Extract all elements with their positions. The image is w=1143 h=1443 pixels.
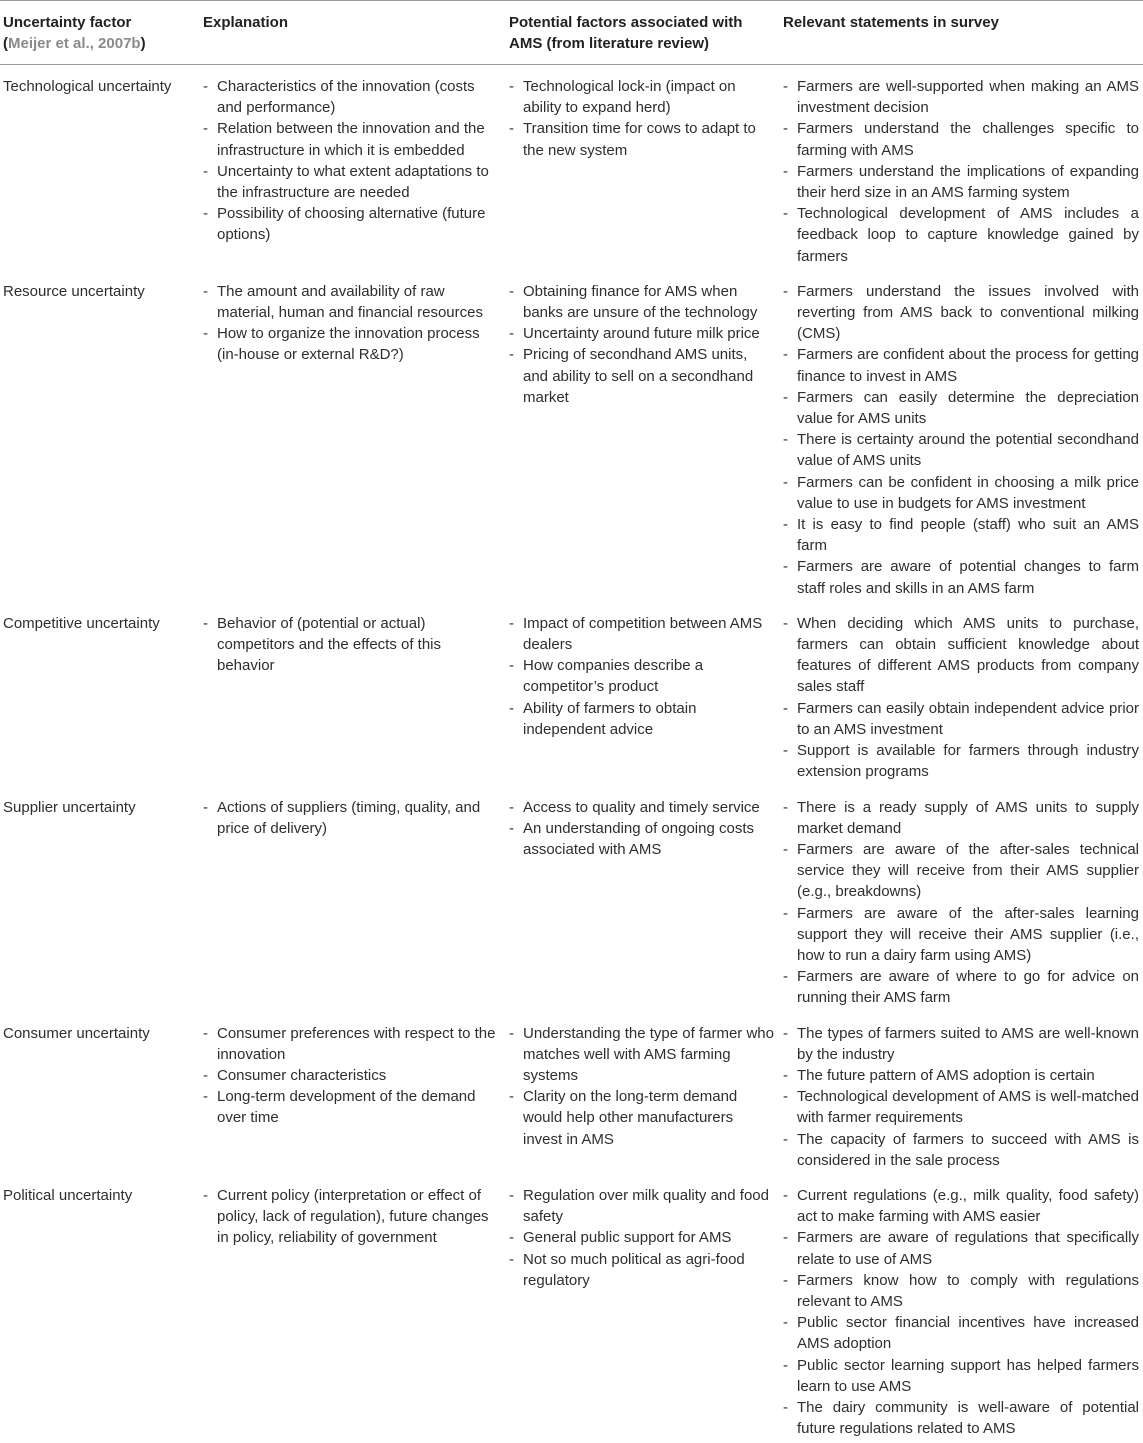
survey-statement-item: - Farmers are aware of where to go for advice on running their AMS farm: [783, 966, 1139, 1008]
survey-statement-item: - Farmers are aware of the after-sales technical service they will receive from their AMS supplier (e.g., breakdowns): [783, 839, 1139, 903]
header-potential-factors: Potential factors associated with AMS (from literature review): [506, 1, 780, 65]
explanation-cell: [200, 270, 506, 602]
table-row: [0, 65, 1143, 270]
potential-factors-cell: [506, 1012, 780, 1174]
bullet-list: [509, 1023, 776, 1150]
potential-factor-item: - Technological lock-in (impact on ability to expand herd): [509, 76, 776, 118]
survey-statements-cell: [780, 1012, 1143, 1174]
bullet-list: [783, 613, 1139, 783]
potential-factor-item: - Uncertainty around future milk price: [509, 323, 776, 344]
bullet-list: [783, 76, 1139, 267]
table-row: [0, 1174, 1143, 1443]
survey-statements-cell: [780, 602, 1143, 786]
potential-factors-cell: [506, 270, 780, 602]
table-row: [0, 602, 1143, 786]
survey-statements-cell: [780, 1174, 1143, 1443]
explanation-item: - Uncertainty to what extent adaptations to the infrastructure are needed: [203, 161, 502, 203]
explanation-item: - Relation between the innovation and the infrastructure in which it is embedded: [203, 118, 502, 160]
potential-factor-item: - Pricing of secondhand AMS units, and ability to sell on a secondhand market: [509, 344, 776, 408]
potential-factors-cell: [506, 602, 780, 786]
survey-statement-item: - Farmers are aware of the after-sales learning support they will receive their AMS supplier (i.e., how to run a dairy farm using AMS): [783, 903, 1139, 967]
bullet-list: [783, 797, 1139, 1009]
bullet-list: [509, 1185, 776, 1291]
potential-factor-item: - Clarity on the long-term demand would help other manufacturers invest in AMS: [509, 1086, 776, 1150]
survey-statement-item: - Farmers are aware of regulations that specifically relate to use of AMS: [783, 1227, 1139, 1269]
explanation-item: - Characteristics of the innovation (costs and performance): [203, 76, 502, 118]
header-relevant-statements: Relevant statements in survey: [780, 1, 1143, 65]
explanation-cell: [200, 786, 506, 1012]
uncertainty-factor-cell: Technological uncertainty: [0, 65, 200, 270]
explanation-item: - Behavior of (potential or actual) competitors and the effects of this behavior: [203, 613, 502, 677]
potential-factor-item: - Understanding the type of farmer who matches well with AMS farming systems: [509, 1023, 776, 1087]
bullet-list: [509, 613, 776, 740]
survey-statement-item: - Farmers can be confident in choosing a milk price value to use in budgets for AMS investment: [783, 472, 1139, 514]
explanation-item: - Consumer characteristics: [203, 1065, 502, 1086]
bullet-list: [203, 1023, 502, 1129]
table-body: [0, 65, 1143, 1443]
survey-statements-cell: [780, 786, 1143, 1012]
potential-factor-item: - An understanding of ongoing costs associated with AMS: [509, 818, 776, 860]
bullet-list: [509, 797, 776, 861]
explanation-item: - The amount and availability of raw material, human and financial resources: [203, 281, 502, 323]
uncertainty-factor-cell: Competitive uncertainty: [0, 602, 200, 786]
potential-factor-item: - Transition time for cows to adapt to the new system: [509, 118, 776, 160]
citation-link[interactable]: Meijer et al., 2007b: [8, 35, 141, 52]
survey-statement-item: - Current regulations (e.g., milk quality, food safety) act to make farming with AMS easier: [783, 1185, 1139, 1227]
bullet-list: [783, 1185, 1139, 1439]
survey-statement-item: - The capacity of farmers to succeed with AMS is considered in the sale process: [783, 1129, 1139, 1171]
table-row: [0, 1012, 1143, 1174]
uncertainty-factor-cell: Political uncertainty: [0, 1174, 200, 1443]
potential-factor-item: - Obtaining finance for AMS when banks are unsure of the technology: [509, 281, 776, 323]
bullet-list: [509, 76, 776, 161]
survey-statement-item: - There is a ready supply of AMS units to supply market demand: [783, 797, 1139, 839]
header-uncertainty-factor: [0, 1, 200, 65]
survey-statement-item: - There is certainty around the potential secondhand value of AMS units: [783, 429, 1139, 471]
potential-factor-item: - General public support for AMS: [509, 1227, 776, 1248]
potential-factors-cell: [506, 65, 780, 270]
survey-statement-item: - Farmers can easily obtain independent advice prior to an AMS investment: [783, 698, 1139, 740]
survey-statement-item: - Farmers are aware of potential changes to farm staff roles and skills in an AMS farm: [783, 556, 1139, 598]
explanation-cell: [200, 1174, 506, 1443]
potential-factor-item: - Not so much political as agri-food regulatory: [509, 1249, 776, 1291]
potential-factor-item: - How companies describe a competitor’s product: [509, 655, 776, 697]
survey-statement-item: - Farmers understand the implications of expanding their herd size in an AMS farming system: [783, 161, 1139, 203]
header-col1-label: Uncertainty factor: [3, 14, 131, 31]
potential-factors-cell: [506, 786, 780, 1012]
survey-statements-cell: [780, 65, 1143, 270]
header-row: [0, 1, 1143, 65]
explanation-item: - Actions of suppliers (timing, quality, and price of delivery): [203, 797, 502, 839]
survey-statement-item: - Support is available for farmers through industry extension programs: [783, 740, 1139, 782]
survey-statement-item: - Technological development of AMS includes a feedback loop to capture knowledge gained by farmers: [783, 203, 1139, 267]
potential-factor-item: - Access to quality and timely service: [509, 797, 776, 818]
survey-statement-item: - Public sector financial incentives have increased AMS adoption: [783, 1312, 1139, 1354]
explanation-item: - Long-term development of the demand over time: [203, 1086, 502, 1128]
survey-statement-item: - Public sector learning support has helped farmers learn to use AMS: [783, 1355, 1139, 1397]
survey-statement-item: - Farmers understand the issues involved with reverting from AMS back to conventional milking (CMS): [783, 281, 1139, 345]
header-explanation: Explanation: [200, 1, 506, 65]
survey-statement-item: - When deciding which AMS units to purchase, farmers can obtain sufficient knowledge about features of different AMS products from company sales staff: [783, 613, 1139, 698]
bullet-list: [203, 76, 502, 246]
bullet-list: [203, 613, 502, 677]
survey-statement-item: - Farmers are confident about the process for getting finance to invest in AMS: [783, 344, 1139, 386]
uncertainty-factor-cell: Consumer uncertainty: [0, 1012, 200, 1174]
explanation-cell: [200, 65, 506, 270]
potential-factor-item: - Impact of competition between AMS dealers: [509, 613, 776, 655]
survey-statement-item: - Farmers understand the challenges specific to farming with AMS: [783, 118, 1139, 160]
survey-statement-item: - Technological development of AMS is well-matched with farmer requirements: [783, 1086, 1139, 1128]
potential-factors-cell: [506, 1174, 780, 1443]
explanation-cell: [200, 602, 506, 786]
potential-factor-item: - Regulation over milk quality and food safety: [509, 1185, 776, 1227]
bullet-list: [203, 281, 502, 366]
survey-statement-item: - Farmers are well-supported when making an AMS investment decision: [783, 76, 1139, 118]
uncertainty-factor-cell: Resource uncertainty: [0, 270, 200, 602]
explanation-item: - How to organize the innovation process (in-house or external R&D?): [203, 323, 502, 365]
bullet-list: [509, 281, 776, 408]
bullet-list: [783, 1023, 1139, 1171]
explanation-item: - Possibility of choosing alternative (future options): [203, 203, 502, 245]
survey-statement-item: - Farmers know how to comply with regulations relevant to AMS: [783, 1270, 1139, 1312]
survey-statement-item: - The dairy community is well-aware of potential future regulations related to AMS: [783, 1397, 1139, 1439]
table-header: [0, 1, 1143, 65]
explanation-cell: [200, 1012, 506, 1174]
bullet-list: [203, 797, 502, 839]
explanation-item: - Current policy (interpretation or effect of policy, lack of regulation), future changes in policy, reliability of government: [203, 1185, 502, 1249]
survey-statement-item: - It is easy to find people (staff) who suit an AMS farm: [783, 514, 1139, 556]
explanation-item: - Consumer preferences with respect to the innovation: [203, 1023, 502, 1065]
survey-statements-cell: [780, 270, 1143, 602]
table-row: [0, 270, 1143, 602]
survey-statement-item: - Farmers can easily determine the depreciation value for AMS units: [783, 387, 1139, 429]
bullet-list: [783, 281, 1139, 599]
survey-statement-item: - The future pattern of AMS adoption is certain: [783, 1065, 1139, 1086]
potential-factor-item: - Ability of farmers to obtain independent advice: [509, 698, 776, 740]
table-row: [0, 786, 1143, 1012]
bullet-list: [203, 1185, 502, 1249]
uncertainty-factor-cell: Supplier uncertainty: [0, 786, 200, 1012]
header-col1-citation: (Meijer et al., 2007b): [3, 35, 146, 52]
survey-statement-item: - The types of farmers suited to AMS are well-known by the industry: [783, 1023, 1139, 1065]
